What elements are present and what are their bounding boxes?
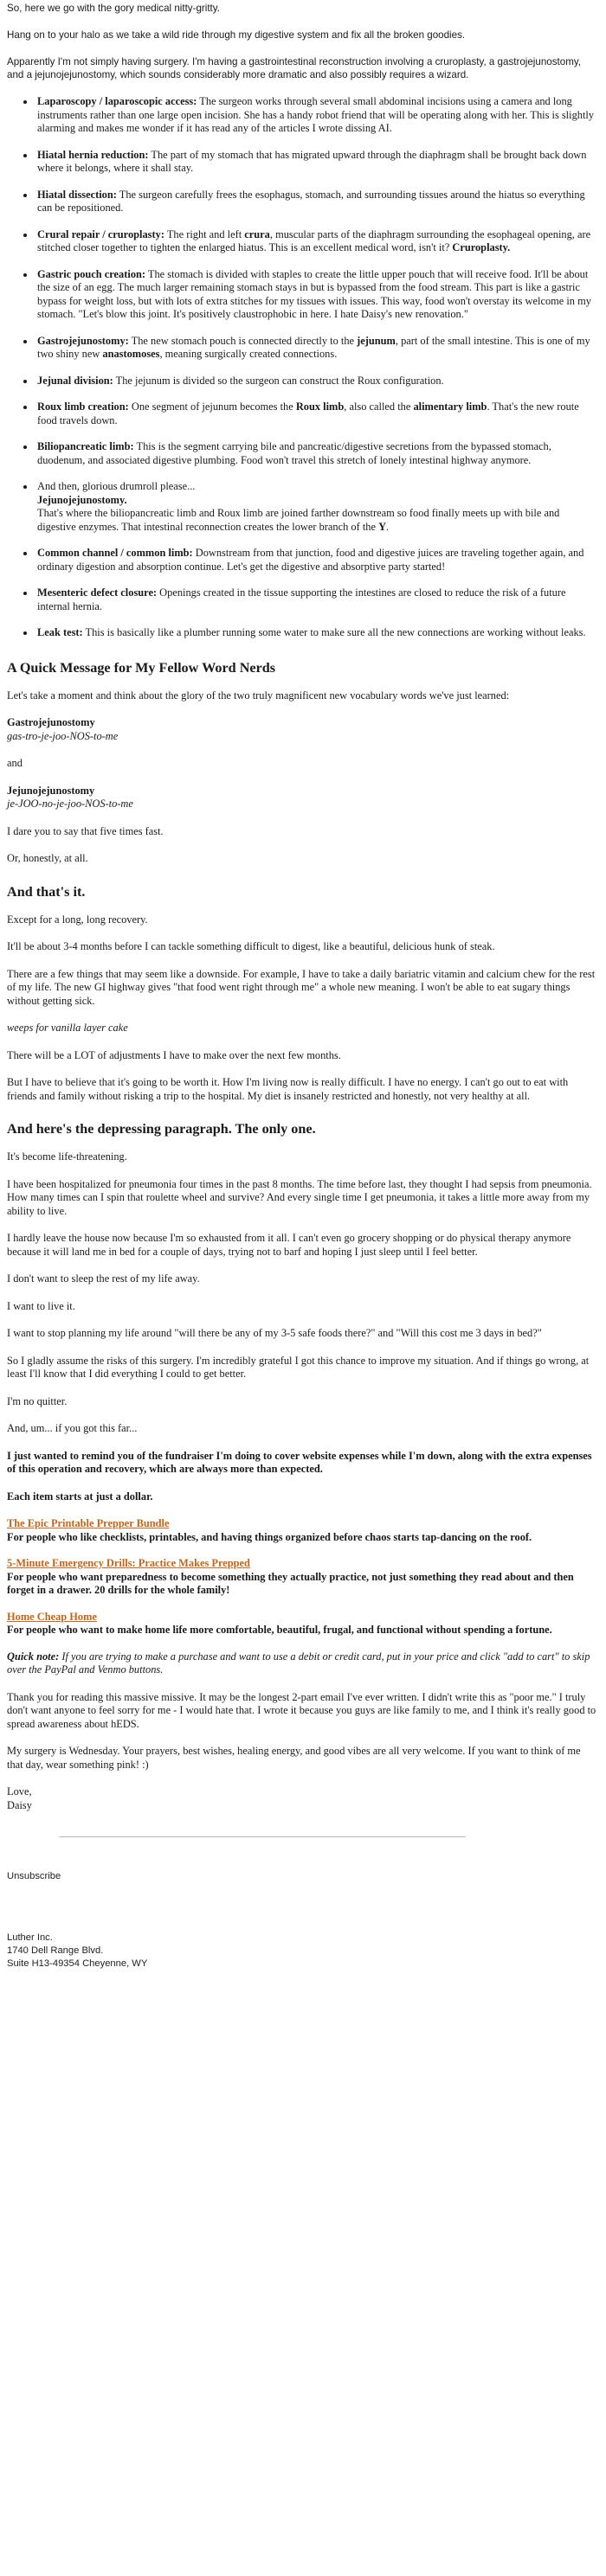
body-paragraph: So I gladly assume the risks of this surgery. I'm incredibly grateful I got this chance to improve my situation. And if things go wrong, at least I'll know that I did everything I could to get better. <box>7 1354 590 1380</box>
signoff: Love, <box>7 1785 32 1797</box>
list-item <box>35 149 597 176</box>
offer-description: For people who like checklists, printables, and having things organized before chaos starts tap-dancing on the roof. <box>7 1530 532 1543</box>
step-text: One segment of jejunum becomes the <box>128 400 296 413</box>
step-bold-word: alimentary limb <box>413 400 487 413</box>
step-term: Common channel / common limb: <box>37 547 193 559</box>
vocab-pronunciation: gas-tro-je-joo-NOS-to-me <box>7 729 119 742</box>
step-term: Hiatal dissection: <box>37 188 117 201</box>
list-item <box>35 335 597 362</box>
step-text: The surgeon works through several small abdominal incisions using a camera and long instruments rather than one large open incision. She has a handy robot friend that will be operating along with her. This is slightly alarming and makes me wonder if it has read any of the articles I wrote dissing AI. <box>37 95 595 134</box>
list-item <box>35 228 597 255</box>
list-item <box>35 268 597 322</box>
step-bold-word: crura <box>244 227 270 240</box>
step-term: Jejunojejunostomy. <box>37 493 127 506</box>
offer-link-prepper-bundle[interactable]: The Epic Printable Prepper Bundle <box>7 1517 170 1529</box>
step-text: That's where the biliopancreatic limb and Roux limb are joined farther downstream so food finally meets up with bile and digestive enzymes. That intestinal reconnection creates the lower branch of the <box>37 507 560 533</box>
step-text: This is basically like a plumber running some water to make sure all the new connections are working without leaks. <box>82 626 586 638</box>
step-bold-word: jejunum <box>357 334 396 347</box>
fundraiser-text: I just wanted to remind you of the fundraiser I'm doing to cover website expenses while I'm down, along with the extra expenses of this operation and recovery, which are always more than expected. <box>7 1449 592 1475</box>
body-paragraph: There are a few things that may seem like a downside. For example, I have to take a daily bariatric vitamin and calcium chew for the rest of my life. The new GI highway gives "that food went right through me" a whole new meaning. I won't be able to eat sugary things without getting sick. <box>7 967 596 1007</box>
step-text: . That's the new route food travels down. <box>37 400 579 426</box>
depressing-heading: And here's the depressing paragraph. The only one. <box>7 1121 316 1137</box>
body-paragraph: I want to stop planning my life around "will there be any of my 3-5 safe foods there?" and "Will this cost me 3 days in bed?" <box>7 1327 542 1339</box>
step-term: Jejunal division: <box>37 374 113 387</box>
step-term: Crural repair / cruroplasty: <box>37 227 164 240</box>
step-term: Hiatal hernia reduction: <box>37 148 149 161</box>
price-paragraph <box>7 1490 597 1504</box>
email-footer <box>7 1870 597 1970</box>
intro-paragraph: So, here we go with the gory medical nitty-gritty. <box>7 3 220 14</box>
step-bold-word: anastomoses <box>102 348 160 360</box>
city-address: Suite H13-49354 Cheyenne, WY <box>7 1958 148 1969</box>
step-term: Mesenteric defect closure: <box>37 586 158 599</box>
step-text: Downstream from that junction, food and digestive juices are traveling together again, and ordinary digestion and absorption continue. Let's get the digestive and absorptive party started! <box>37 547 584 573</box>
body-paragraph: But I have to believe that it's going to be worth it. How I'm living now is really difficult. I have no energy. I can't go out to eat with friends and family without risking a trip to the hospital. My diet is insanely restricted and honestly, not very healthy at all. <box>7 1076 569 1102</box>
body-paragraph: It's become life-threatening. <box>7 1150 127 1163</box>
step-term: Laparoscopy / laparoscopic access: <box>37 95 197 107</box>
offer-item <box>7 1611 597 1637</box>
step-text: The right and left <box>164 227 245 240</box>
vocab-pronunciation: je-JOO-no-je-joo-NOS-to-me <box>7 798 133 810</box>
signature-name: Daisy <box>7 1798 32 1811</box>
body-paragraph-italic <box>7 1022 597 1035</box>
street-address: 1740 Dell Range Blvd. <box>7 1945 104 1956</box>
company-name: Luther Inc. <box>7 1932 53 1943</box>
step-text: Openings created in the tissue supporting the intestines are closed to reduce the risk of a future internal hernia. <box>37 586 566 612</box>
list-item <box>35 547 597 574</box>
list-item <box>35 586 597 613</box>
body-paragraph: Or, honestly, at all. <box>7 852 88 864</box>
step-bold-word: Cruroplasty. <box>452 241 511 253</box>
quick-note <box>7 1650 597 1677</box>
step-term: Leak test: <box>37 626 83 638</box>
step-text: , also called the <box>344 400 414 413</box>
step-text: This is the segment carrying bile and pancreatic/digestive secretions from the bypassed stomach, duodenum, and associated digestive plumbing. Food won't travel this stretch of lonely intestinal highway anymore. <box>37 440 551 466</box>
step-bold-word: Roux limb <box>295 400 345 413</box>
signature <box>7 1785 597 1812</box>
intro-section <box>7 2 597 81</box>
list-item <box>35 480 597 534</box>
body-paragraph: And, um... if you got this far... <box>7 1422 138 1434</box>
offer-description: For people who want to make home life more comfortable, beautiful, frugal, and functional without spending a fortune. <box>7 1624 552 1636</box>
step-text: . <box>386 520 390 533</box>
step-text: The stomach is divided with staples to create the little upper pouch that will receive food. It'll be about the size of an egg. The much larger remaining stomach stays in but is bypassed from the food stream. This part is like a gastric bypass for weight loss, but with lots of extra stitches for my tissues with issues. This way, food won't overstay its welcome in my stomach. "Let's blow this joint. It's positively claustrophobic in here. I hate Daisy's new renovation." <box>37 267 591 320</box>
list-item <box>35 95 597 136</box>
body-paragraph: I hardly leave the house now because I'm so exhausted from it all. I can't even go grocery shopping or do physical therapy anymore because it will land me in bed for a couple of days, trying not to barf and hoping I just sleep until I feel better. <box>7 1232 571 1258</box>
step-lead: • And then, glorious drumroll please... <box>37 480 196 492</box>
quick-note-label: Quick note: <box>7 1650 60 1663</box>
body-paragraph: I dare you to say that five times fast. <box>7 824 164 837</box>
step-text: The part of my stomach that has migrated upward through the diaphragm shall be brought back down where it belongs, where it shall stay. <box>37 148 587 174</box>
step-term: Gastric pouch creation: <box>37 267 146 280</box>
list-item <box>35 400 597 427</box>
step-text: , meaning surgically created connections. <box>159 348 338 360</box>
mailing-address <box>7 1932 597 1970</box>
body-paragraph: It'll be about 3-4 months before I can tackle something difficult to digest, like a beautiful, delicious hunk of steak. <box>7 940 495 952</box>
and-text: and <box>7 757 23 769</box>
body-paragraph: I don't want to sleep the rest of my life away. <box>7 1272 200 1285</box>
vocab-term: Jejunojejunostomy <box>7 784 95 797</box>
step-bold-word: Y <box>378 520 387 533</box>
step-text: The new stomach pouch is connected directly to the <box>128 334 358 347</box>
offer-item <box>7 1557 597 1598</box>
step-text: , muscular parts of the diaphragm surrounding the esophageal opening, are stitched closer together to tighten the enlarged hiatus. This is an excellent medical word, isn't it? <box>37 227 591 253</box>
quick-note-text: If you are trying to make a purchase and want to use a debit or credit card, put in your price and click "add to cart" to skip over the PayPal and Venmo buttons. <box>7 1650 590 1676</box>
step-text: The surgeon carefully frees the esophagus, stomach, and surrounding tissues around the hiatus so everything can be repositioned. <box>37 188 585 214</box>
surgery-steps-list <box>7 95 597 640</box>
step-term: Biliopancreatic limb: <box>37 440 134 452</box>
body-paragraph: I have been hospitalized for pneumonia four times in the past 8 months. The time before last, they thought I had sepsis from pneumonia. How many times can I spin that roulette wheel and survive? And every single time I get pneumonia, it takes a little more away from my ability to live. <box>7 1177 592 1217</box>
list-item <box>35 375 597 388</box>
intro-paragraph: Apparently I'm not simply having surgery. I'm having a gastrointestinal reconstruction involving a cruroplasty, a gastrojejunostomy, and a jejunojejunostomy, which sounds considerably more dramatic and also possibly requires a wizard. <box>7 56 582 80</box>
word-nerds-heading: A Quick Message for My Fellow Word Nerds <box>7 659 276 676</box>
body-paragraph: I'm no quitter. <box>7 1394 68 1407</box>
vocab-term: Gastrojejunostomy <box>7 716 95 728</box>
step-term: Roux limb creation: <box>37 400 129 413</box>
thats-it-heading: And that's it. <box>7 883 86 900</box>
vocab-word-2 <box>7 785 597 811</box>
step-text: The jejunum is divided so the surgeon can construct the Roux configuration. <box>113 374 444 387</box>
list-item <box>35 189 597 215</box>
body-paragraph: Thank you for reading this massive missive. It may be the longest 2-part email I've ever written. I didn't write this as "poor me." I truly don't want anyone to feel sorry for me - I would hate that. I wrote it because you guys are like family to me, and I think it's really good to spread awareness about hEDS. <box>7 1690 596 1730</box>
offer-link-home-cheap-home[interactable]: Home Cheap Home <box>7 1610 97 1623</box>
price-text: Each item starts at just a dollar. <box>7 1490 153 1503</box>
vocab-word-1 <box>7 716 597 743</box>
step-text: , part of the small intestine. This is one of my two shiny new <box>37 334 590 360</box>
step-term: Gastrojejunostomy: <box>37 334 129 347</box>
offer-description: For people who want preparedness to become something they actually practice, not just something they read about and then forget in a drawer. 20 drills for the whole family! <box>7 1570 574 1596</box>
word-nerds-lead: Let's take a moment and think about the glory of the two truly magnificent new vocabulary words we've just learned: <box>7 689 510 702</box>
footer-divider <box>59 1836 466 1837</box>
list-item <box>35 626 597 640</box>
body-paragraph: I want to live it. <box>7 1299 75 1312</box>
body-paragraph: Except for a long, long recovery. <box>7 913 148 926</box>
list-item <box>35 440 597 467</box>
intro-paragraph: Hang on to your halo as we take a wild ride through my digestive system and fix all the broken goodies. <box>7 29 466 41</box>
body-paragraph: There will be a LOT of adjustments I have to make over the next few months. <box>7 1048 341 1061</box>
italic-aside: weeps for vanilla layer cake <box>7 1022 128 1034</box>
offer-item <box>7 1517 597 1544</box>
fundraiser-paragraph <box>7 1450 597 1477</box>
unsubscribe-link[interactable]: Unsubscribe <box>7 1871 61 1881</box>
offer-link-emergency-drills[interactable]: 5-Minute Emergency Drills: Practice Makes Prepped <box>7 1557 250 1569</box>
body-paragraph: My surgery is Wednesday. Your prayers, best wishes, healing energy, and good vibes are all very welcome. If you want to think of me that day, wear something pink! :) <box>7 1745 581 1771</box>
